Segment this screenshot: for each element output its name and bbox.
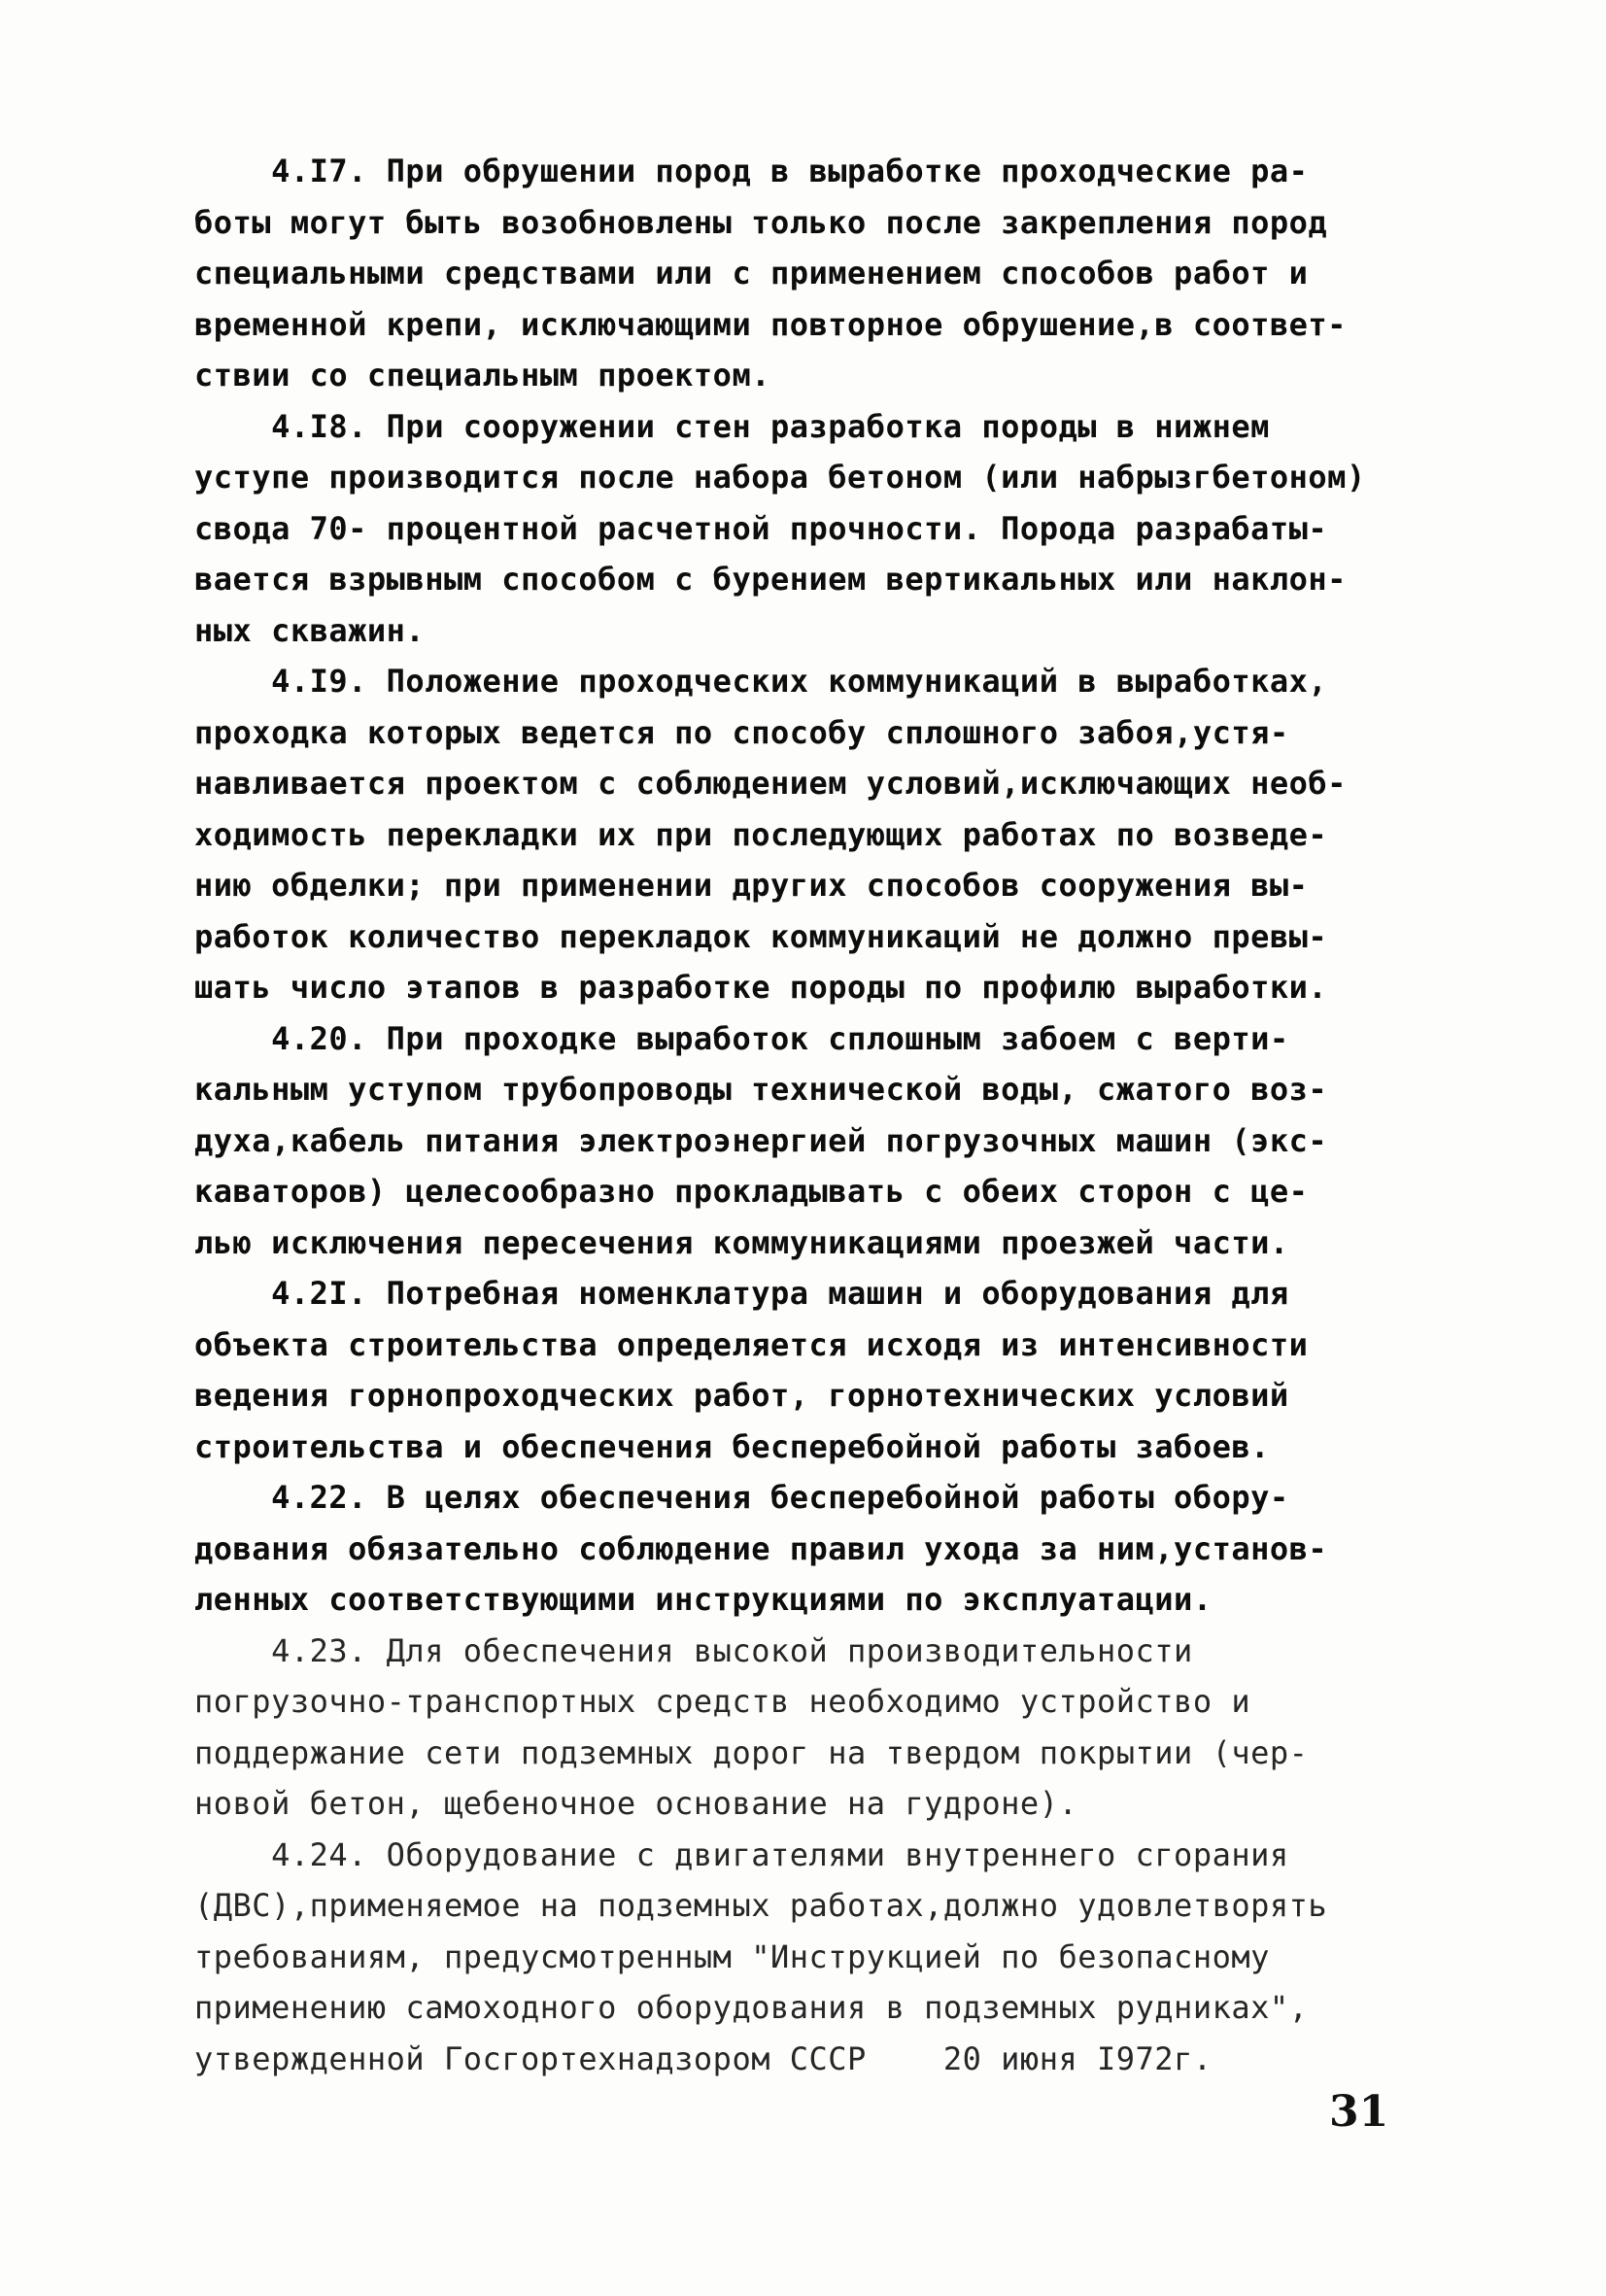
paragraph-4-17: [194, 146, 1448, 401]
text-line: ведения горнопроходческих работ, горнотехнических условий: [194, 1377, 1289, 1414]
text-line: объекта строительства определяется исходя из интенсивности: [194, 1325, 1309, 1363]
text-line: 4.I9. Положение проходческих коммуникаций в выработках,: [194, 663, 1328, 700]
text-line: кальным уступом трубопроводы технической воды, сжатого воз-: [194, 1071, 1328, 1108]
text-line: свода 70- процентной расчетной прочности. Порода разрабаты-: [194, 509, 1328, 547]
text-line: 4.I8. При сооружении стен разработка породы в нижнем: [194, 407, 1270, 445]
text-line: 4.20. При проходке выработок сплошным забоем с верти-: [194, 1019, 1289, 1057]
text-line: требованиям, предусмотренным "Инструкцией по безопасному: [194, 1937, 1270, 1975]
paragraph-4-21: [194, 1268, 1448, 1472]
text-line: дования обязательно соблюдение правил ухода за ним,установ-: [194, 1529, 1328, 1567]
text-line: проходка которых ведется по способу сплошного забоя,устя-: [194, 713, 1289, 751]
text-line: каваторов) целесообразно прокладывать с обеих сторон с це-: [194, 1173, 1309, 1210]
text-line: временной крепи, исключающими повторное обрушение,в соответ-: [194, 305, 1347, 343]
text-line: погрузочно-транспортных средств необходимо устройство и: [194, 1683, 1251, 1720]
text-line: строительства и обеспечения бесперебойной работы забоев.: [194, 1427, 1270, 1465]
text-line: ходимость перекладки их при последующих работах по возведе-: [194, 815, 1328, 853]
text-line: (ДВС),применяемое на подземных работах,должно удовлетворять: [194, 1887, 1328, 1924]
text-line: 4.23. Для обеспечения высокой производительности: [194, 1631, 1193, 1669]
text-line: вается взрывным способом с бурением вертикальных или наклон-: [194, 561, 1347, 598]
paragraph-4-23: [194, 1626, 1448, 1830]
paragraph-4-20: [194, 1013, 1448, 1269]
text-line: навливается проектом с соблюдением условий,исключающих необ-: [194, 765, 1347, 802]
text-line: уступе производится после набора бетоном (или набрызгбетоном): [194, 459, 1366, 496]
text-line: работок количество перекладок коммуникаций не должно превы-: [194, 917, 1328, 955]
text-line: ленных соответствующими инструкциями по эксплуатации.: [194, 1581, 1213, 1618]
text-line: шать число этапов в разработке породы по профилю выработки.: [194, 969, 1328, 1006]
text-line: духа,кабель питания электроэнергией погрузочных машин (экс-: [194, 1121, 1328, 1159]
text-line: боты могут быть возобновлены только после закрепления пород: [194, 203, 1328, 241]
paragraph-4-18: [194, 401, 1448, 657]
text-line: 4.22. В целях обеспечения бесперебойной работы обору-: [194, 1479, 1289, 1516]
text-line: применению самоходного оборудования в подземных рудниках",: [194, 1989, 1309, 2026]
text-line: поддержание сети подземных дорог на твердом покрытии (чер-: [194, 1733, 1309, 1771]
paragraph-4-22: [194, 1472, 1448, 1626]
body-text: [194, 146, 1448, 2084]
text-line: нию обделки; при применении других способов сооружения вы-: [194, 867, 1309, 904]
text-line: 4.I7. При обрушении пород в выработке проходческие ра-: [194, 153, 1309, 189]
text-line: ствии со специальным проектом.: [194, 357, 770, 394]
text-line: лью исключения пересечения коммуникациями проезжей части.: [194, 1223, 1289, 1261]
text-line: новой бетон, щебеночное основание на гудроне).: [194, 1785, 1078, 1822]
paragraph-4-24: [194, 1830, 1448, 2085]
text-line: 4.2I. Потребная номенклатура машин и оборудования для: [194, 1275, 1289, 1312]
paragraph-4-19: [194, 656, 1448, 1013]
text-line: ных скважин.: [194, 611, 426, 649]
page-number: 31: [1329, 2087, 1389, 2137]
text-line: 4.24. Оборудование с двигателями внутреннего сгорания: [194, 1835, 1289, 1873]
text-line: утвержденной Госгортехнадзором СССР 20 июня I972г.: [194, 2039, 1213, 2077]
text-line: специальными средствами или с применением способов работ и: [194, 255, 1309, 291]
